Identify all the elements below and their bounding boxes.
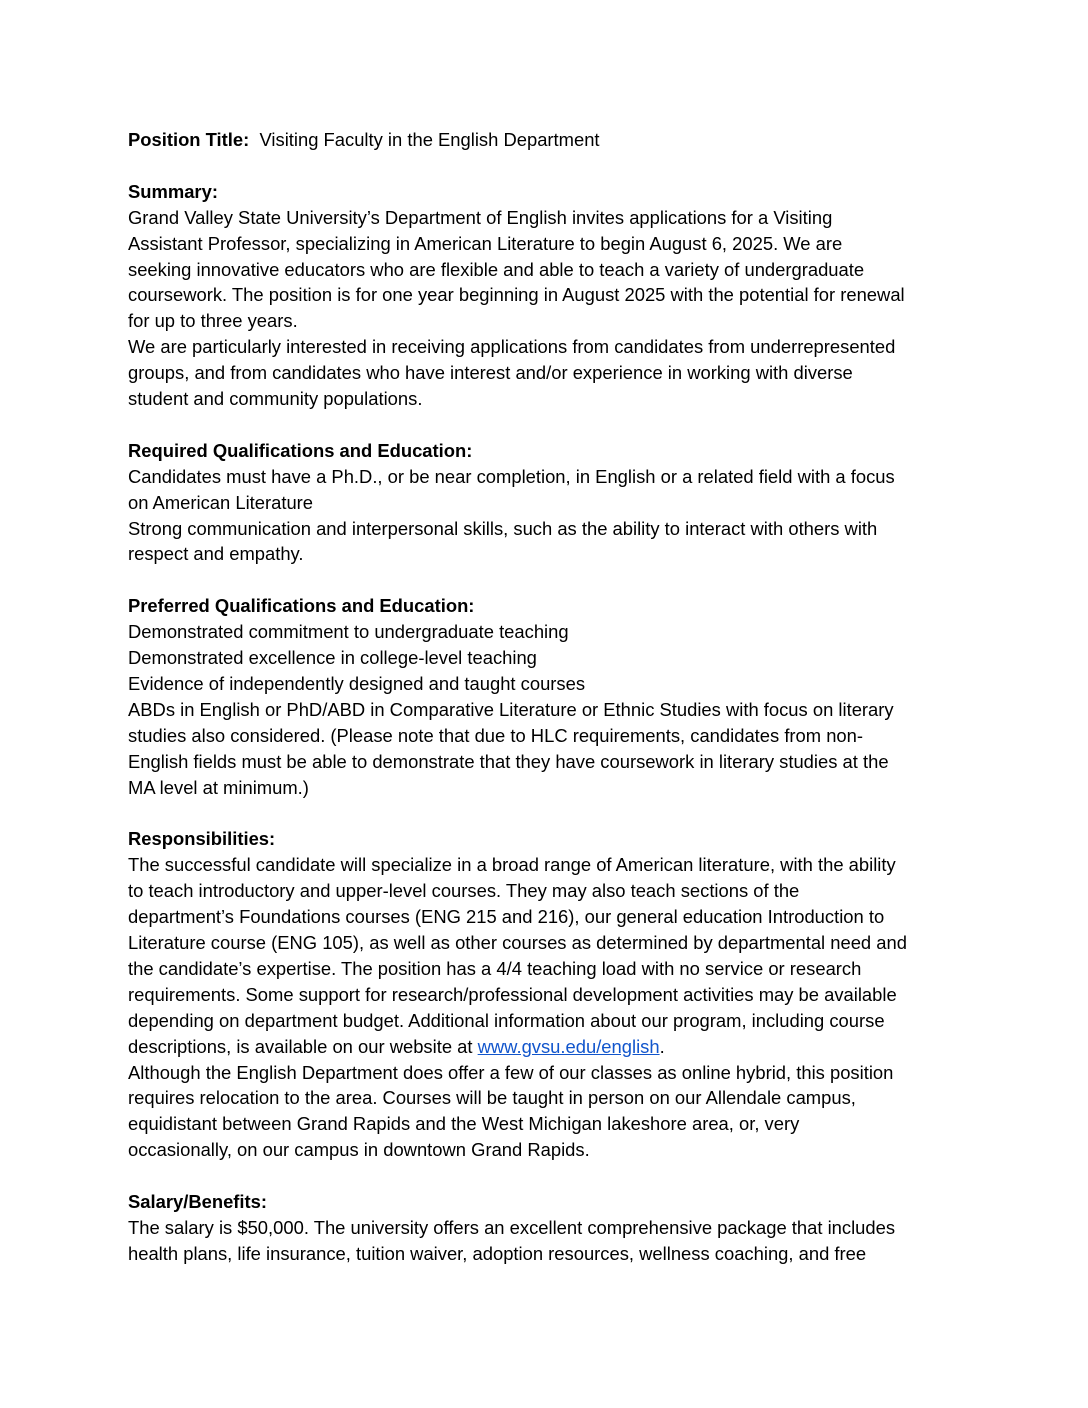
responsibilities-section bbox=[128, 826, 968, 1163]
required-line: respect and empathy. bbox=[128, 543, 304, 565]
salary-line: health plans, life insurance, tuition waiver, adoption resources, wellness coaching, and free bbox=[128, 1242, 867, 1264]
summary-section bbox=[128, 179, 968, 412]
responsibilities-line: the candidate’s expertise. The position has a 4/4 teaching load with no service or research bbox=[128, 957, 862, 979]
preferred-line: Demonstrated excellence in college-level teaching bbox=[128, 647, 537, 669]
required-line: on American Literature bbox=[128, 491, 314, 513]
summary-line: groups, and from candidates who have interest and/or experience in working with diverse bbox=[128, 362, 853, 384]
summary-line: for up to three years. bbox=[128, 310, 298, 332]
responsibilities-line: department’s Foundations courses (ENG 215 and 216), our general education Introduction to bbox=[128, 906, 885, 928]
summary-heading: Summary: bbox=[128, 180, 218, 202]
required-qualifications-section bbox=[128, 438, 968, 568]
responsibilities-line: depending on department budget. Additional information about our program, including course bbox=[128, 1009, 885, 1031]
link-line-prefix: descriptions, is available on our website at bbox=[128, 1035, 478, 1057]
summary-line: Assistant Professor, specializing in American Literature to begin August 6, 2025. We are bbox=[128, 232, 843, 254]
preferred-line: studies also considered. (Please note that due to HLC requirements, candidates from non- bbox=[128, 724, 864, 746]
summary-line: seeking innovative educators who are flexible and able to teach a variety of undergraduate bbox=[128, 258, 865, 280]
website-link[interactable]: www.gvsu.edu/english bbox=[477, 1035, 660, 1057]
responsibilities-heading: Responsibilities: bbox=[128, 828, 276, 850]
document-page bbox=[128, 127, 968, 1293]
responsibilities-line: requires relocation to the area. Courses will be taught in person on our Allendale campus, bbox=[128, 1087, 856, 1109]
salary-benefits-section bbox=[128, 1189, 968, 1267]
salary-benefits-heading: Salary/Benefits: bbox=[128, 1191, 268, 1213]
summary-line: We are particularly interested in receiving applications from candidates from underrepresented bbox=[128, 336, 896, 358]
position-title-row bbox=[128, 127, 968, 153]
responsibilities-line: The successful candidate will specialize in a broad range of American literature, with the ability bbox=[128, 854, 896, 876]
summary-line: Grand Valley State University’s Department of English invites applications for a Visiting bbox=[128, 206, 833, 228]
responsibilities-line: requirements. Some support for research/professional development activities may be available bbox=[128, 983, 897, 1005]
position-title-value: Visiting Faculty in the English Department bbox=[259, 129, 600, 150]
responsibilities-line: Literature course (ENG 105), as well as other courses as determined by departmental need and bbox=[128, 932, 907, 954]
preferred-line: MA level at minimum.) bbox=[128, 776, 309, 798]
responsibilities-line: to teach introductory and upper-level courses. They may also teach sections of the bbox=[128, 880, 800, 902]
responsibilities-link-line bbox=[128, 1034, 968, 1060]
responsibilities-line: equidistant between Grand Rapids and the West Michigan lakeshore area, or, very bbox=[128, 1113, 800, 1135]
preferred-line: Evidence of independently designed and taught courses bbox=[128, 672, 586, 694]
required-qualifications-heading: Required Qualifications and Education: bbox=[128, 439, 473, 461]
preferred-line: Demonstrated commitment to undergraduate teaching bbox=[128, 621, 569, 643]
preferred-line: ABDs in English or PhD/ABD in Comparative Literature or Ethnic Studies with focus on literary bbox=[128, 698, 894, 720]
required-line: Candidates must have a Ph.D., or be near completion, in English or a related field with a focus bbox=[128, 465, 895, 487]
preferred-qualifications-heading: Preferred Qualifications and Education: bbox=[128, 595, 475, 617]
preferred-line: English fields must be able to demonstrate that they have coursework in literary studies at the bbox=[128, 750, 889, 772]
preferred-qualifications-section bbox=[128, 593, 968, 800]
summary-line: coursework. The position is for one year beginning in August 2025 with the potential for renewal bbox=[128, 284, 905, 306]
required-line: Strong communication and interpersonal skills, such as the ability to interact with others with bbox=[128, 517, 878, 539]
link-line-suffix: . bbox=[659, 1035, 665, 1057]
position-title-label: Position Title: bbox=[128, 129, 250, 150]
summary-line: student and community populations. bbox=[128, 388, 423, 410]
salary-line: The salary is $50,000. The university offers an excellent comprehensive package that includes bbox=[128, 1216, 896, 1238]
responsibilities-line: Although the English Department does offer a few of our classes as online hybrid, this position bbox=[128, 1061, 894, 1083]
responsibilities-line: occasionally, on our campus in downtown Grand Rapids. bbox=[128, 1139, 590, 1161]
